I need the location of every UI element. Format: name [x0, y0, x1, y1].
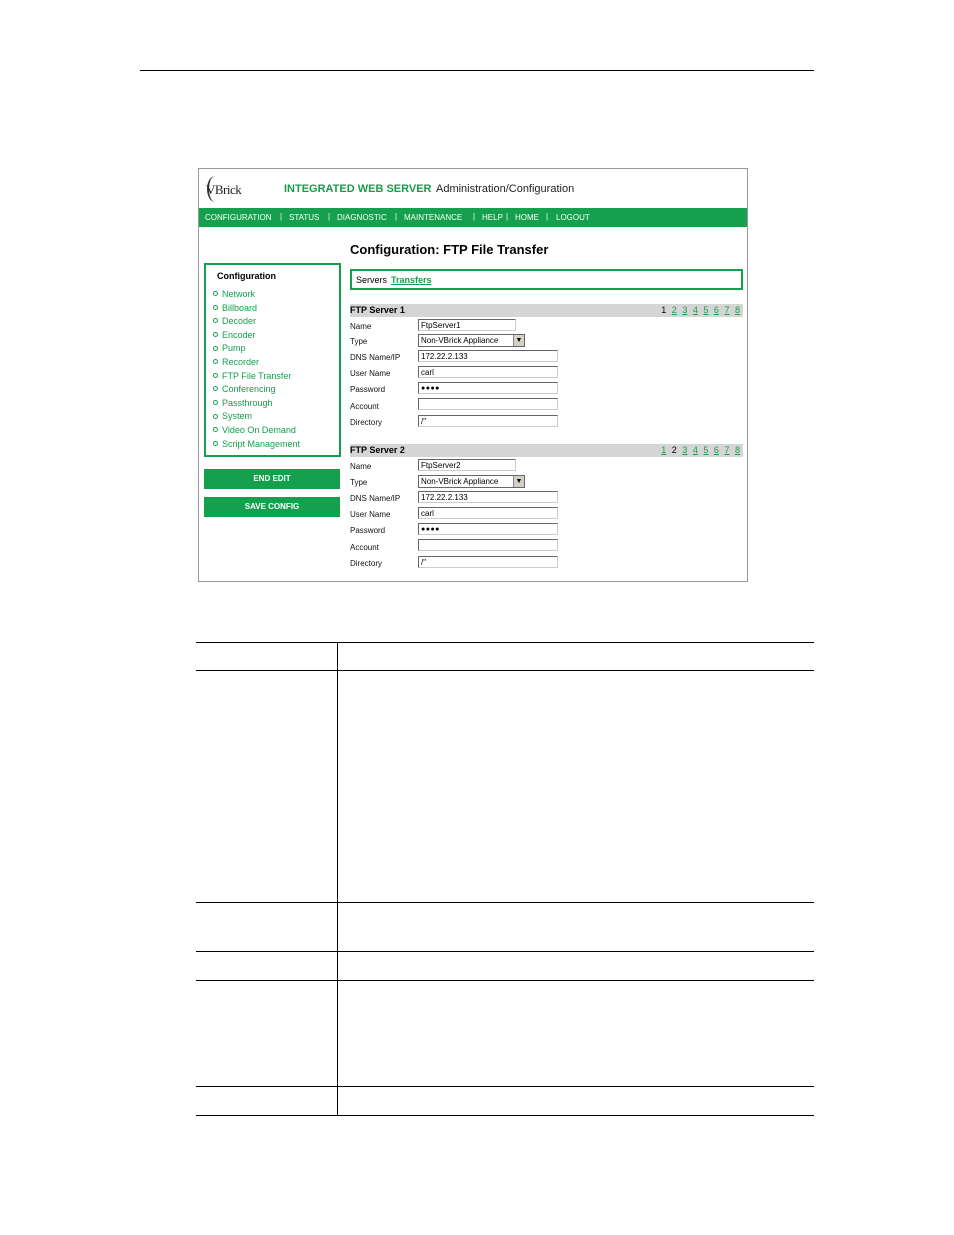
- server2-account-field[interactable]: [418, 539, 558, 551]
- page-link[interactable]: 8: [734, 445, 740, 455]
- select-value: Non-VBrick Appliance: [421, 477, 499, 486]
- server2-type-select[interactable]: [418, 475, 525, 488]
- page-title: Configuration: FTP File Transfer: [350, 242, 549, 257]
- logo-text: VBrick: [206, 182, 242, 197]
- sidebar-title: Configuration: [217, 271, 276, 281]
- page-link[interactable]: 2: [671, 305, 677, 315]
- sidebar: [204, 263, 341, 457]
- bullet-icon: [213, 359, 218, 364]
- sidebar-item-label: Recorder: [222, 357, 260, 367]
- table-rule: [196, 1115, 814, 1116]
- type-label: Type: [350, 478, 368, 487]
- sidebar-item-label: Passthrough: [222, 397, 273, 408]
- page-link[interactable]: 3: [682, 305, 688, 315]
- nav-separator: |: [280, 212, 283, 221]
- chevron-down-icon: ▼: [513, 476, 524, 487]
- sidebar-item-label: Encoder: [222, 329, 256, 340]
- bullet-icon: [213, 386, 218, 391]
- server1-password-field[interactable]: ●●●●: [418, 382, 558, 394]
- nav-maintenance[interactable]: MAINTENANCE: [404, 213, 463, 222]
- bullet-icon: [213, 305, 218, 310]
- sidebar-item-decoder[interactable]: [213, 316, 256, 326]
- tab-servers: Servers: [356, 275, 388, 285]
- select-value: Non-VBrick Appliance: [421, 336, 499, 345]
- sidebar-item-system[interactable]: [213, 411, 252, 421]
- user-name-label: User Name: [350, 510, 391, 519]
- nav-status[interactable]: STATUS: [289, 213, 320, 222]
- ftp-server-1-header: [350, 304, 743, 317]
- nav-logout[interactable]: LOGOUT: [556, 213, 590, 222]
- table-rule: [196, 902, 814, 903]
- page-link[interactable]: 5: [703, 305, 709, 315]
- nav-configuration[interactable]: CONFIGURATION: [205, 213, 272, 222]
- page-link[interactable]: 7: [724, 305, 730, 315]
- directory-label: Directory: [350, 559, 383, 568]
- table-rule: [196, 1086, 814, 1087]
- server1-user-field[interactable]: carl: [418, 366, 558, 378]
- server1-type-select[interactable]: [418, 334, 525, 347]
- sidebar-item-conferencing[interactable]: [213, 384, 276, 394]
- page-current: 1: [661, 305, 667, 315]
- page-link[interactable]: 7: [724, 445, 730, 455]
- sidebar-item-label: Video On Demand: [222, 425, 296, 435]
- app-subtitle: Administration/Configuration: [436, 183, 575, 195]
- server1-name-field[interactable]: FtpServer1: [418, 319, 516, 331]
- bullet-icon: [213, 427, 218, 432]
- nav-diagnostic[interactable]: DIAGNOSTIC: [337, 213, 387, 222]
- sidebar-item-network[interactable]: [213, 289, 255, 299]
- tab-bar: [350, 269, 743, 290]
- sidebar-item-ftp-file-transfer[interactable]: [213, 371, 291, 381]
- server2-password-field[interactable]: ●●●●: [418, 523, 558, 535]
- nav-home[interactable]: HOME: [515, 213, 539, 222]
- sidebar-item-encoder[interactable]: [213, 330, 256, 340]
- bullet-icon: [213, 414, 218, 419]
- nav-separator: |: [328, 212, 331, 221]
- bullet-icon: [213, 373, 218, 378]
- server2-name-field[interactable]: FtpServer2: [418, 459, 516, 471]
- table-rule: [196, 642, 814, 643]
- sidebar-item-label: Billboard: [222, 302, 258, 313]
- app-title: INTEGRATED WEB SERVER: [284, 183, 432, 195]
- page-link[interactable]: 5: [703, 445, 709, 455]
- top-nav: [199, 208, 747, 227]
- sidebar-item-pump[interactable]: [213, 343, 246, 353]
- table-column-divider: [337, 642, 338, 1116]
- sidebar-item-label: Script Management: [222, 438, 301, 449]
- sidebar-item-label: Pump: [222, 343, 246, 354]
- sidebar-item-video-on-demand[interactable]: [213, 425, 296, 435]
- name-label: Name: [350, 322, 372, 331]
- server2-user-field[interactable]: carl: [418, 507, 558, 519]
- sidebar-item-script-management[interactable]: [213, 439, 300, 449]
- account-label: Account: [350, 543, 379, 552]
- server-header-label: FTP Server 2: [350, 445, 405, 455]
- server1-directory-field[interactable]: /": [418, 415, 558, 427]
- server2-directory-field[interactable]: /": [418, 556, 558, 568]
- sidebar-item-passthrough[interactable]: [213, 398, 273, 408]
- server1-account-field[interactable]: [418, 398, 558, 410]
- end-edit-button[interactable]: END EDIT: [204, 469, 340, 489]
- account-label: Account: [350, 402, 379, 411]
- page-link[interactable]: 8: [734, 305, 740, 315]
- top-rule: [140, 70, 814, 71]
- server-pagination: [658, 445, 740, 455]
- page-current: 2: [671, 445, 677, 455]
- bullet-icon: [213, 441, 218, 446]
- save-config-button[interactable]: SAVE CONFIG: [204, 497, 340, 517]
- bullet-icon: [213, 332, 218, 337]
- server1-dns-field[interactable]: 172.22.2.133: [418, 350, 558, 362]
- table-rule: [196, 980, 814, 981]
- screenshot-frame: [198, 168, 748, 582]
- bullet-icon: [213, 291, 218, 296]
- directory-label: Directory: [350, 418, 383, 427]
- table-rule: [196, 670, 814, 671]
- dns-label: DNS Name/IP: [350, 353, 401, 362]
- server-header-label: FTP Server 1: [350, 305, 405, 315]
- bullet-icon: [213, 400, 218, 405]
- server-pagination: [658, 305, 740, 315]
- sidebar-item-billboard[interactable]: [213, 303, 257, 313]
- sidebar-item-label: Decoder: [222, 316, 257, 327]
- bullet-icon: [213, 346, 218, 351]
- nav-separator: |: [395, 212, 398, 221]
- server2-dns-field[interactable]: 172.22.2.133: [418, 491, 558, 503]
- page-link[interactable]: 1: [661, 445, 667, 455]
- password-label: Password: [350, 385, 386, 394]
- bullet-icon: [213, 318, 218, 323]
- password-label: Password: [350, 526, 386, 535]
- page-link[interactable]: 6: [713, 305, 719, 315]
- user-name-label: User Name: [350, 369, 391, 378]
- nav-help[interactable]: HELP: [482, 213, 503, 222]
- page-link[interactable]: 3: [682, 445, 688, 455]
- dns-label: DNS Name/IP: [350, 494, 401, 503]
- sidebar-item-label: System: [222, 411, 253, 422]
- sidebar-item-label: FTP File Transfer: [222, 370, 292, 381]
- chevron-down-icon: ▼: [513, 335, 524, 346]
- nav-separator: |: [546, 212, 549, 221]
- page-link[interactable]: 4: [692, 305, 698, 315]
- sidebar-item-recorder[interactable]: [213, 357, 259, 367]
- name-label: Name: [350, 462, 372, 471]
- page-link[interactable]: 6: [713, 445, 719, 455]
- sidebar-item-label: Conferencing: [222, 384, 276, 395]
- type-label: Type: [350, 337, 368, 346]
- vbrick-logo: [206, 174, 244, 204]
- nav-separator: |: [473, 212, 476, 221]
- nav-separator: |: [506, 212, 509, 221]
- sidebar-item-label: Network: [222, 289, 256, 299]
- page-link[interactable]: 4: [692, 445, 698, 455]
- ftp-server-2-header: [350, 444, 743, 457]
- table-rule: [196, 951, 814, 952]
- tab-transfers[interactable]: Transfers: [391, 275, 432, 285]
